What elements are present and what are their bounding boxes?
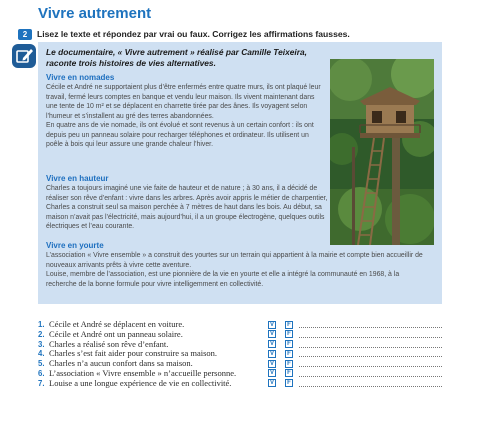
false-checkbox[interactable]: F	[285, 369, 293, 377]
true-checkbox[interactable]: V	[269, 360, 274, 367]
statement-row	[38, 379, 458, 389]
statement-number: 4.	[38, 349, 45, 359]
statement-text: Charles n’a aucun confort dans sa maison.	[49, 358, 193, 369]
statement-number: 3.	[38, 339, 45, 349]
paragraph: En quatre ans de vie nomade, ils ont évolué et sont revenus à un certain confort : ils ont depuis peu un panneau solaire pour recharger téléphones et ordinateur. Ils utilisent un poêle à bois qui leur assure une grande chaleur l’hiver.	[46, 122, 314, 148]
answer-line[interactable]	[299, 327, 442, 328]
answer-line[interactable]	[299, 347, 442, 348]
section-title-hauteur: Vivre en hauteur	[46, 174, 109, 183]
statement-text: L’association « Vivre ensemble » n’accueille personne.	[49, 367, 237, 378]
statement-number: 6.	[38, 368, 45, 378]
answer-line[interactable]	[299, 356, 442, 357]
statement-text: Louise a une longue expérience de vie en collectivité.	[49, 377, 232, 388]
false-checkbox[interactable]: F	[285, 379, 293, 387]
true-checkbox[interactable]: V	[269, 370, 274, 377]
treehouse-photo	[330, 59, 434, 245]
paragraph: Cécile et André ne supportaient plus d’être enfermés entre quatre murs, ils ont plaqué leur travail, fermé leurs comptes en banque et vendu leur maison. Ils vivent maintenant dans une tente de 10 m² et se déplacent en charrette tirée par des ânes. Ils voyagent selon l’humeur et s’installent au gré des terres abandonnées.	[46, 84, 321, 120]
section-body-hauteur	[46, 184, 328, 232]
section-title-yourte: Vivre en yourte	[46, 241, 104, 250]
true-checkbox[interactable]: V	[269, 380, 274, 387]
false-checkbox[interactable]: F	[285, 321, 293, 329]
false-checkbox[interactable]: F	[285, 330, 293, 338]
true-checkbox[interactable]: V	[269, 341, 274, 348]
section-body-yourte	[46, 251, 431, 289]
section-title-nomades: Vivre en nomades	[46, 73, 115, 82]
statement-number: 2.	[38, 329, 45, 339]
statement-number: 5.	[38, 359, 45, 369]
answer-line[interactable]	[299, 386, 442, 387]
statement-number: 7.	[38, 378, 45, 388]
paragraph: Louise, membre de l’association, est une pionnière de la vie en yourte et elle a intégré la communauté en 1968, à la recherche de la bonne formule pour vivre intelligemment en collectivité.	[46, 271, 400, 288]
false-checkbox[interactable]: F	[285, 340, 293, 348]
answer-line[interactable]	[299, 366, 442, 367]
false-checkbox[interactable]: F	[285, 360, 293, 368]
true-checkbox[interactable]: V	[269, 350, 274, 357]
true-checkbox[interactable]: V	[269, 321, 274, 328]
pencil-edit-icon	[12, 44, 36, 68]
true-checkbox[interactable]: V	[269, 331, 274, 338]
article-intro: Le documentaire, « Vivre autrement » réalisé par Camille Teixeira, raconte trois histoires de vies alternatives.	[46, 47, 307, 68]
section-body-nomades	[46, 83, 324, 150]
exercise-number-badge: 2	[18, 29, 32, 40]
paragraph: Charles a toujours imaginé une vie faite de hauteur et de nature ; à 30 ans, il a décidé de réaliser son rêve d’enfant : vivre dans les arbres. Après avoir appris le métier de charpentier, Charles a construit seul sa maison perchée à 7 mètres de haut dans les bois. Au début, sa maison n’avait pas l’électricité, mais aujourd’hui, il a un groupe électrogène, quelques outils électriques et l’eau courante.	[46, 185, 328, 230]
page-title: Vivre autrement	[38, 5, 152, 22]
statement-text: Cécile et André se déplacent en voiture.	[49, 319, 185, 329]
answer-line[interactable]	[299, 376, 442, 377]
statement-number: 1.	[38, 320, 45, 329]
paragraph: L’association « Vivre ensemble » a construit des yourtes sur un terrain qui appartient à la mairie et compte bien accueillir de nouveaux arrivants prêts à vivre cette aventure.	[46, 252, 423, 269]
instruction-text: Lisez le texte et répondez par vrai ou faux. Corrigez les affirmations fausses.	[37, 29, 350, 39]
false-checkbox[interactable]: F	[285, 350, 293, 358]
instruction-row	[18, 28, 350, 40]
statement-text: Cécile et André ont un panneau solaire.	[49, 328, 183, 339]
answer-line[interactable]	[299, 337, 442, 338]
statement-list	[38, 320, 458, 389]
statement-text: Charles s’est fait aider pour construire sa maison.	[49, 348, 218, 359]
statement-text: Charles a réalisé son rêve d’enfant.	[49, 338, 169, 349]
